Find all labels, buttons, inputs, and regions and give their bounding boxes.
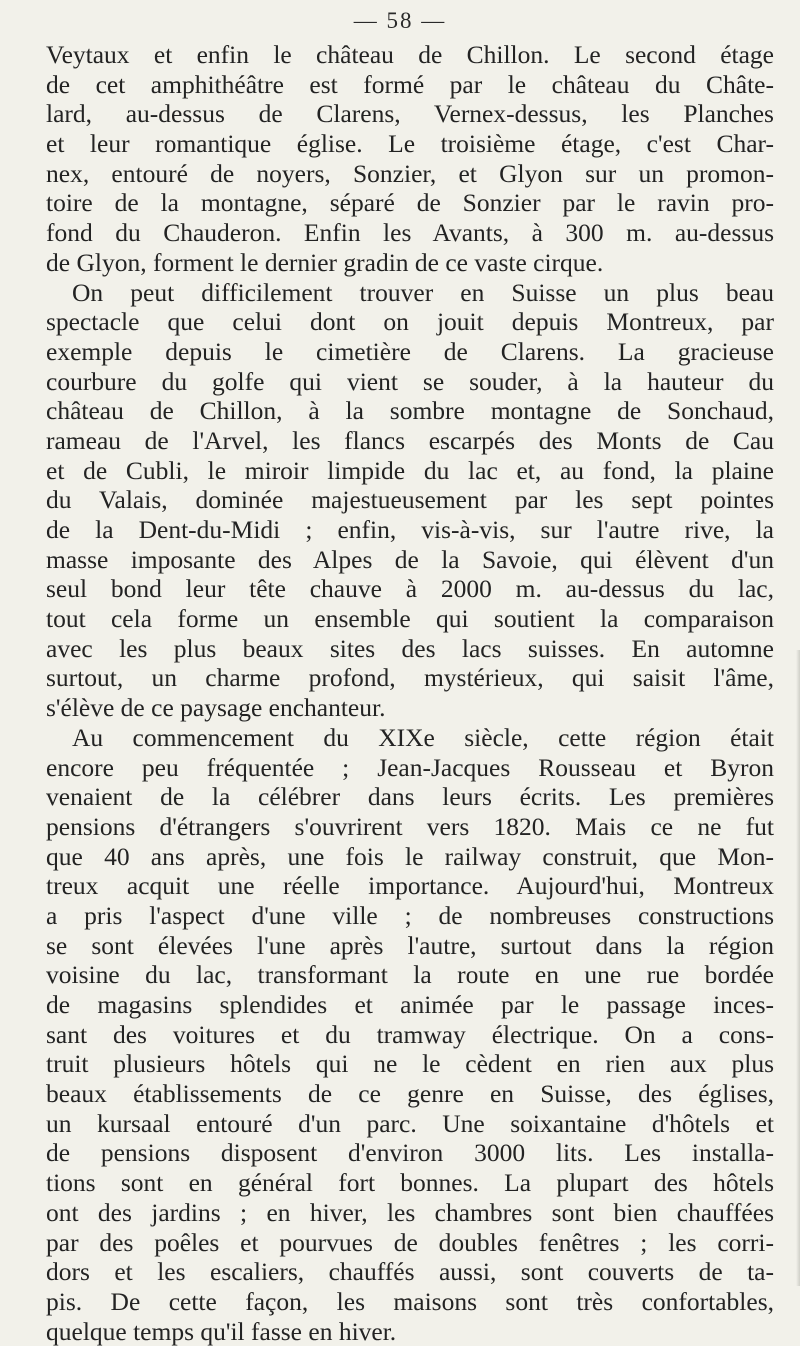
text-line: et leur romantique église. Le troisième étage, c'est Char- xyxy=(46,129,774,159)
text-line: de la Dent-du-Midi ; enfin, vis-à-vis, sur l'autre rive, la xyxy=(46,515,774,544)
text-line: spectacle que celui dont on jouit depuis Montreux, par xyxy=(46,307,774,337)
text-line: toire de la montagne, séparé de Sonzier par le ravin pro- xyxy=(46,188,774,218)
text-line: tions sont en général fort bonnes. La plupart des hôtels xyxy=(46,1168,774,1198)
text-line: Au commencement du XIXe siècle, cette région était xyxy=(72,722,774,752)
text-line: voisine du lac, transformant la route en une rue bordée xyxy=(46,960,774,990)
text-line: On peut difficilement trouver en Suisse un plus beau xyxy=(72,277,774,307)
text-line: encore peu fréquentée ; Jean-Jacques Rousseau et Byron xyxy=(46,752,774,782)
text-line: Veytaux et enfin le château de Chillon. Le second étage xyxy=(46,40,774,69)
text-line: se sont élevées l'une après l'autre, surtout dans la région xyxy=(46,930,774,960)
text-line: par des poêles et pourvues de doubles fenêtres ; les corri- xyxy=(46,1227,774,1257)
text-line: rameau de l'Arvel, les flancs escarpés des Monts de Cau xyxy=(46,425,774,455)
text-line: que 40 ans après, une fois le railway construit, que Mon- xyxy=(46,841,774,871)
text-line: exemple depuis le cimetière de Clarens. La gracieuse xyxy=(46,336,774,366)
text-line: château de Chillon, à la sombre montagne de Sonchaud, xyxy=(46,396,774,426)
text-line: quelque temps qu'il fasse en hiver. xyxy=(46,1316,397,1346)
text-line: nex, entouré de noyers, Sonzier, et Glyon sur un promon- xyxy=(46,158,774,188)
text-line: sant des voitures et du tramway électrique. On a cons- xyxy=(46,1019,774,1049)
text-line: de Glyon, forment le dernier gradin de ce vaste cirque. xyxy=(46,247,604,277)
text-line: seul bond leur tête chauve à 2000 m. au-dessus du lac, xyxy=(46,574,774,604)
text-line: courbure du golfe qui vient se souder, à la hauteur du xyxy=(46,366,774,396)
text-line: de magasins splendides et animée par le passage inces- xyxy=(46,990,774,1019)
page-number: — 58 — xyxy=(353,8,447,33)
text-line: dors et les escaliers, chauffés aussi, sont couverts de ta- xyxy=(46,1257,774,1287)
text-line: pensions d'étrangers s'ouvrirent vers 1820. Mais ce ne fut xyxy=(46,811,774,841)
text-line: lard, au-dessus de Clarens, Vernex-dessus, les Planches xyxy=(46,99,774,129)
text-line: venaient de la célébrer dans leurs écrits. Les premières xyxy=(46,782,774,812)
text-line: masse imposante des Alpes de la Savoie, qui élèvent d'un xyxy=(46,544,774,574)
text-line: fond du Chauderon. Enfin les Avants, à 300 m. au-dessus xyxy=(46,218,774,248)
text-line: ont des jardins ; en hiver, les chambres sont bien chauffées xyxy=(46,1197,774,1227)
text-line: un kursaal entouré d'un parc. Une soixantaine d'hôtels et xyxy=(46,1108,774,1138)
text-line: avec les plus beaux sites des lacs suisses. En automne xyxy=(46,633,774,663)
text-line: et de Cubli, le miroir limpide du lac et, au fond, la plaine xyxy=(46,455,774,485)
text-line: beaux établissements de ce genre en Suisse, des églises, xyxy=(46,1079,774,1109)
body-text xyxy=(46,40,774,1346)
text-line: treux acquit une réelle importance. Aujourd'hui, Montreux xyxy=(46,871,774,901)
text-line: a pris l'aspect d'une ville ; de nombreuses constructions xyxy=(46,900,774,930)
text-line: du Valais, dominée majestueusement par les sept pointes xyxy=(46,485,774,515)
page-edge-shadow xyxy=(796,650,800,1286)
text-line: s'élève de ce paysage enchanteur. xyxy=(46,693,386,723)
text-line: truit plusieurs hôtels qui ne le cèdent en rien aux plus xyxy=(46,1049,774,1079)
text-line: tout cela forme un ensemble qui soutient la comparaison xyxy=(46,604,774,634)
text-line: surtout, un charme profond, mystérieux, qui saisit l'âme, xyxy=(46,663,774,693)
text-line: pis. De cette façon, les maisons sont très confortables, xyxy=(46,1286,774,1316)
text-line: de pensions disposent d'environ 3000 lits. Les installa- xyxy=(46,1138,774,1168)
text-line: de cet amphithéâtre est formé par le château du Châte- xyxy=(46,69,774,99)
